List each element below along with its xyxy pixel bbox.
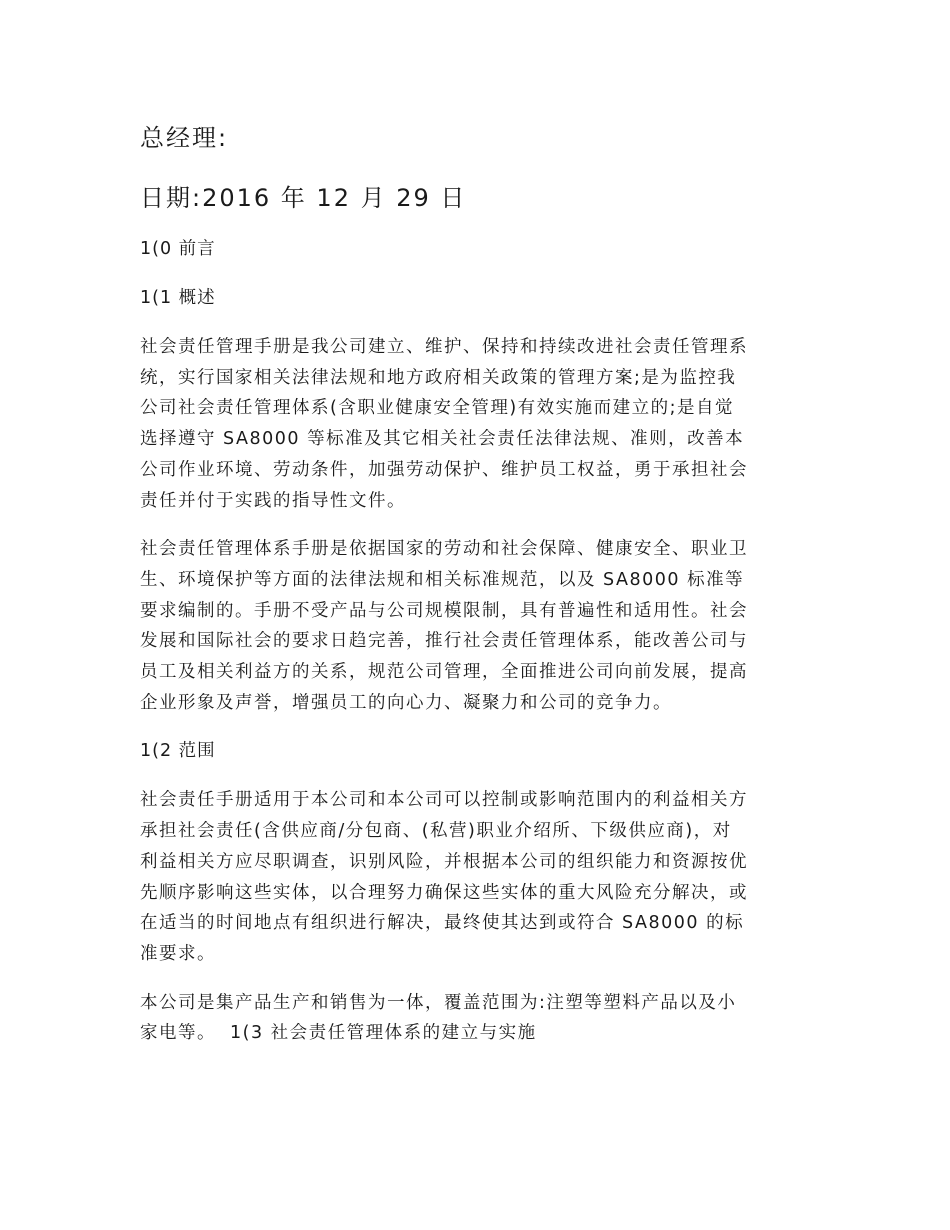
overview-paragraph-2	[140, 534, 820, 718]
text-line: 社会责任管理体系手册是依据国家的劳动和社会保障、健康安全、职业卫	[140, 539, 748, 560]
text-line: 公司社会责任管理体系(含职业健康安全管理)有效实施而建立的;是自觉	[140, 398, 735, 419]
section-heading-overview: 1(1 概述	[140, 288, 216, 308]
text-line: 发展和国际社会的要求日趋完善，推行社会责任管理体系，能改善公司与	[140, 631, 748, 652]
text-line: 统，实行国家相关法律法规和地方政府相关政策的管理方案;是为监控我	[140, 367, 737, 388]
document-date: 日期:2016 年 12 月 29 日	[140, 184, 467, 212]
signature-label: 总经理:	[140, 124, 229, 152]
overview-paragraph-1	[140, 332, 820, 516]
text-line	[140, 1018, 820, 1049]
text-line: 在适当的时间地点有组织进行解决，最终使其达到或符合 SA8000 的标	[140, 913, 745, 934]
text-line: 企业形象及声誉，增强员工的向心力、凝聚力和公司的竞争力。	[140, 692, 672, 713]
text-line: 承担社会责任(含供应商/分包商、(私营)职业介绍所、下级供应商)，对	[140, 821, 732, 842]
text-line: 社会责任手册适用于本公司和本公司可以控制或影响范围内的利益相关方	[140, 790, 748, 811]
text-line: 公司作业环境、劳动条件，加强劳动保护、维护员工权益，勇于承担社会	[140, 459, 748, 480]
text-fragment: 家电等。	[140, 1023, 216, 1044]
text-line: 责任并付于实践的指导性文件。	[140, 490, 406, 511]
document-page	[140, 118, 820, 1067]
text-line: 本公司是集产品生产和销售为一体，覆盖范围为:注塑等塑料产品以及小	[140, 992, 737, 1013]
section-heading-implementation: 1(3 社会责任管理体系的建立与实施	[230, 1023, 537, 1044]
scope-paragraph-1	[140, 785, 820, 969]
section-heading-scope: 1(2 范围	[140, 741, 216, 762]
text-line: 准要求。	[140, 943, 216, 964]
section-heading-preface: 1(0 前言	[140, 239, 216, 259]
text-line: 利益相关方应尽职调查，识别风险，并根据本公司的组织能力和资源按优	[140, 851, 748, 872]
text-line: 选择遵守 SA8000 等标准及其它相关社会责任法律法规、准则，改善本	[140, 429, 745, 450]
text-line: 员工及相关利益方的关系，规范公司管理，全面推进公司向前发展，提高	[140, 662, 748, 683]
text-line: 社会责任管理手册是我公司建立、维护、保持和持续改进社会责任管理系	[140, 337, 748, 357]
text-line: 先顺序影响这些实体，以合理努力确保这些实体的重大风险充分解决，或	[140, 882, 748, 903]
text-line: 要求编制的。手册不受产品与公司规模限制，具有普遍性和适用性。社会	[140, 600, 748, 621]
scope-paragraph-2	[140, 988, 820, 1049]
text-line: 生、环境保护等方面的法律法规和相关标准规范，以及 SA8000 标准等	[140, 569, 745, 590]
